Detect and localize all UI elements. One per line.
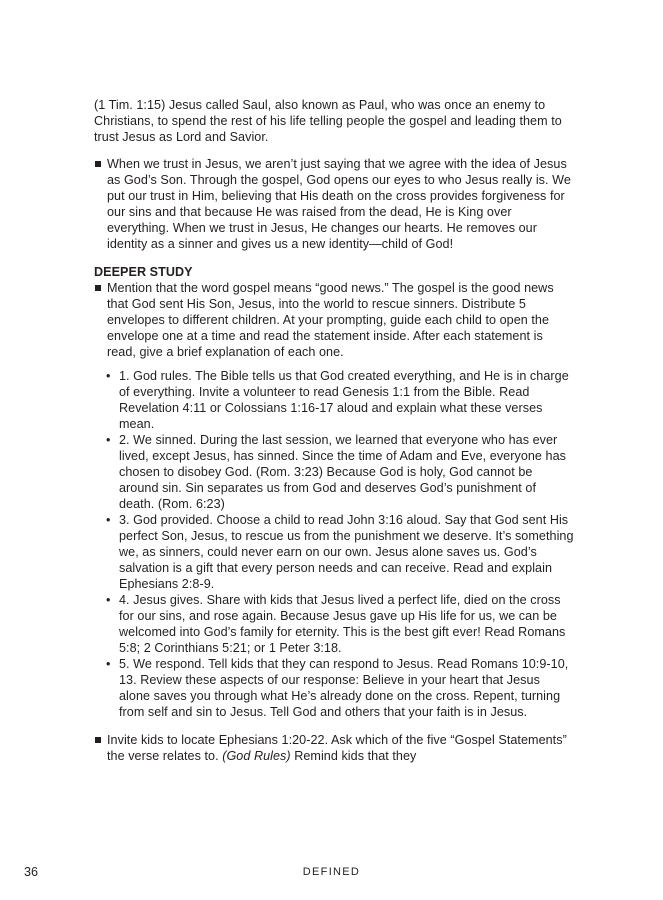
square-bullet-icon <box>95 285 101 291</box>
statement-text: 3. God provided. Choose a child to read John 3:16 aloud. Say that God sent His perfect Son, Jesus, to rescue us from the punishment we deserve. It’s something we, as sinners, could never earn on our own. Jesus alone saves us. God’s salvation is a gift that every person needs and can receive. Read and explain Ephesians 2:8-9. <box>119 513 574 591</box>
footer-title: DEFINED <box>302 866 361 878</box>
statement-text: 1. God rules. The Bible tells us that God created everything, and He is in charge of everything. Invite a volunteer to read Genesis 1:1 from the Bible. Read Revelation 4:11 or Colossians 1:16-17 aloud and explain what these verses mean. <box>119 369 569 431</box>
statement-text: 5. We respond. Tell kids that they can respond to Jesus. Read Romans 10:9-10, 13. Review these aspects of our response: Believe in your heart that Jesus alone saves you through what He’s already done on the cross. Repent, turning from self and sin to Jesus. Tell God and others that your faith is in Jesus. <box>119 657 569 719</box>
continuation-paragraph: (1 Tim. 1:15) Jesus called Saul, also known as Paul, who was once an enemy to Christians, to spend the rest of his life telling people the gospel and leading them to trust Jesus as Lord and Savior. <box>94 98 562 144</box>
bullet-final-text: Invite kids to locate Ephesians 1:20-22. Ask which of the five “Gospel Statements” the verse relates to. <box>107 733 567 763</box>
dot-bullet-icon: • <box>106 369 111 383</box>
bullet-intro <box>94 280 574 360</box>
list-item <box>94 368 574 432</box>
deeper-study-heading: DEEPER STUDY <box>94 265 193 279</box>
dot-bullet-icon: • <box>106 593 111 607</box>
square-bullet-icon <box>95 737 101 743</box>
bullet-intro-text: Mention that the word gospel means “good news.” The gospel is the good news that God sent His Son, Jesus, into the world to rescue sinners. Distribute 5 envelopes to different children. At your prompting, guide each child to open the envelope one at a time and read the statement inside. After each statement is read, give a brief explanation of each one. <box>107 281 554 359</box>
bullet-final-text-end: Remind kids that they <box>290 749 417 763</box>
main-content <box>94 97 574 764</box>
list-item <box>94 512 574 592</box>
bullet-final <box>94 732 574 764</box>
list-item <box>94 656 574 720</box>
dot-bullet-icon: • <box>106 433 111 447</box>
statement-text: 2. We sinned. During the last session, we learned that everyone who has ever lived, except Jesus, has sinned. Since the time of Adam and Eve, everyone has chosen to disobey God. (Rom. 3:23) Because God is holy, God cannot be around sin. Sin separates us from God and deserves God’s punishment of death. (Rom. 6:23) <box>119 433 566 511</box>
dot-bullet-icon: • <box>106 657 111 671</box>
gospel-statements-list <box>94 368 574 720</box>
statement-text: 4. Jesus gives. Share with kids that Jesus lived a perfect life, died on the cross for our sins, and rose again. Because Jesus gave up His life for us, we can be welcomed into God’s family for eternity. This is the best gift ever! Read Romans 5:8; 2 Corinthians 5:21; or 1 Peter 3:18. <box>119 593 566 655</box>
dot-bullet-icon: • <box>106 513 111 527</box>
square-bullet-icon <box>95 161 101 167</box>
list-item <box>94 432 574 512</box>
bullet-trust-text: When we trust in Jesus, we aren’t just saying that we agree with the idea of Jesus as God’s Son. Through the gospel, God opens our eyes to who Jesus really is. We put our trust in Him, believing that His death on the cross provides forgiveness for our sins and that because He was raised from the dead, He is King over everything. When we trust in Jesus, He changes our hearts. He removes our identity as a sinner and gives us a new identity—child of God! <box>107 157 571 251</box>
bullet-trust <box>94 156 574 252</box>
bullet-final-italic: (God Rules) <box>222 749 291 763</box>
list-item <box>94 592 574 656</box>
page-number: 36 <box>24 865 39 879</box>
